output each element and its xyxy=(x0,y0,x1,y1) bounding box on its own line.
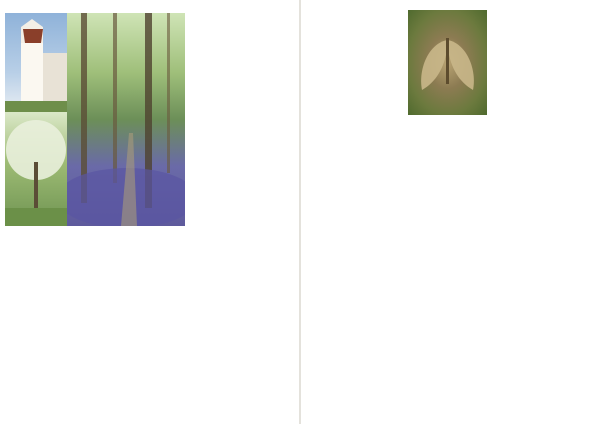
page-gutter xyxy=(299,0,301,424)
orchard-illustration xyxy=(5,112,67,226)
woodland-trees-illustration xyxy=(67,13,185,226)
bluebell-woodland-photo xyxy=(67,13,185,226)
article-headline xyxy=(5,237,297,250)
oast-house-illustration xyxy=(5,13,67,112)
orchard-photo xyxy=(5,112,67,226)
body-column-3 xyxy=(316,10,403,13)
oast-house-photo xyxy=(5,13,67,112)
moth-photo xyxy=(408,10,487,115)
moth-illustration xyxy=(408,10,487,115)
body-column-2 xyxy=(151,339,291,342)
body-column-1 xyxy=(5,339,142,342)
